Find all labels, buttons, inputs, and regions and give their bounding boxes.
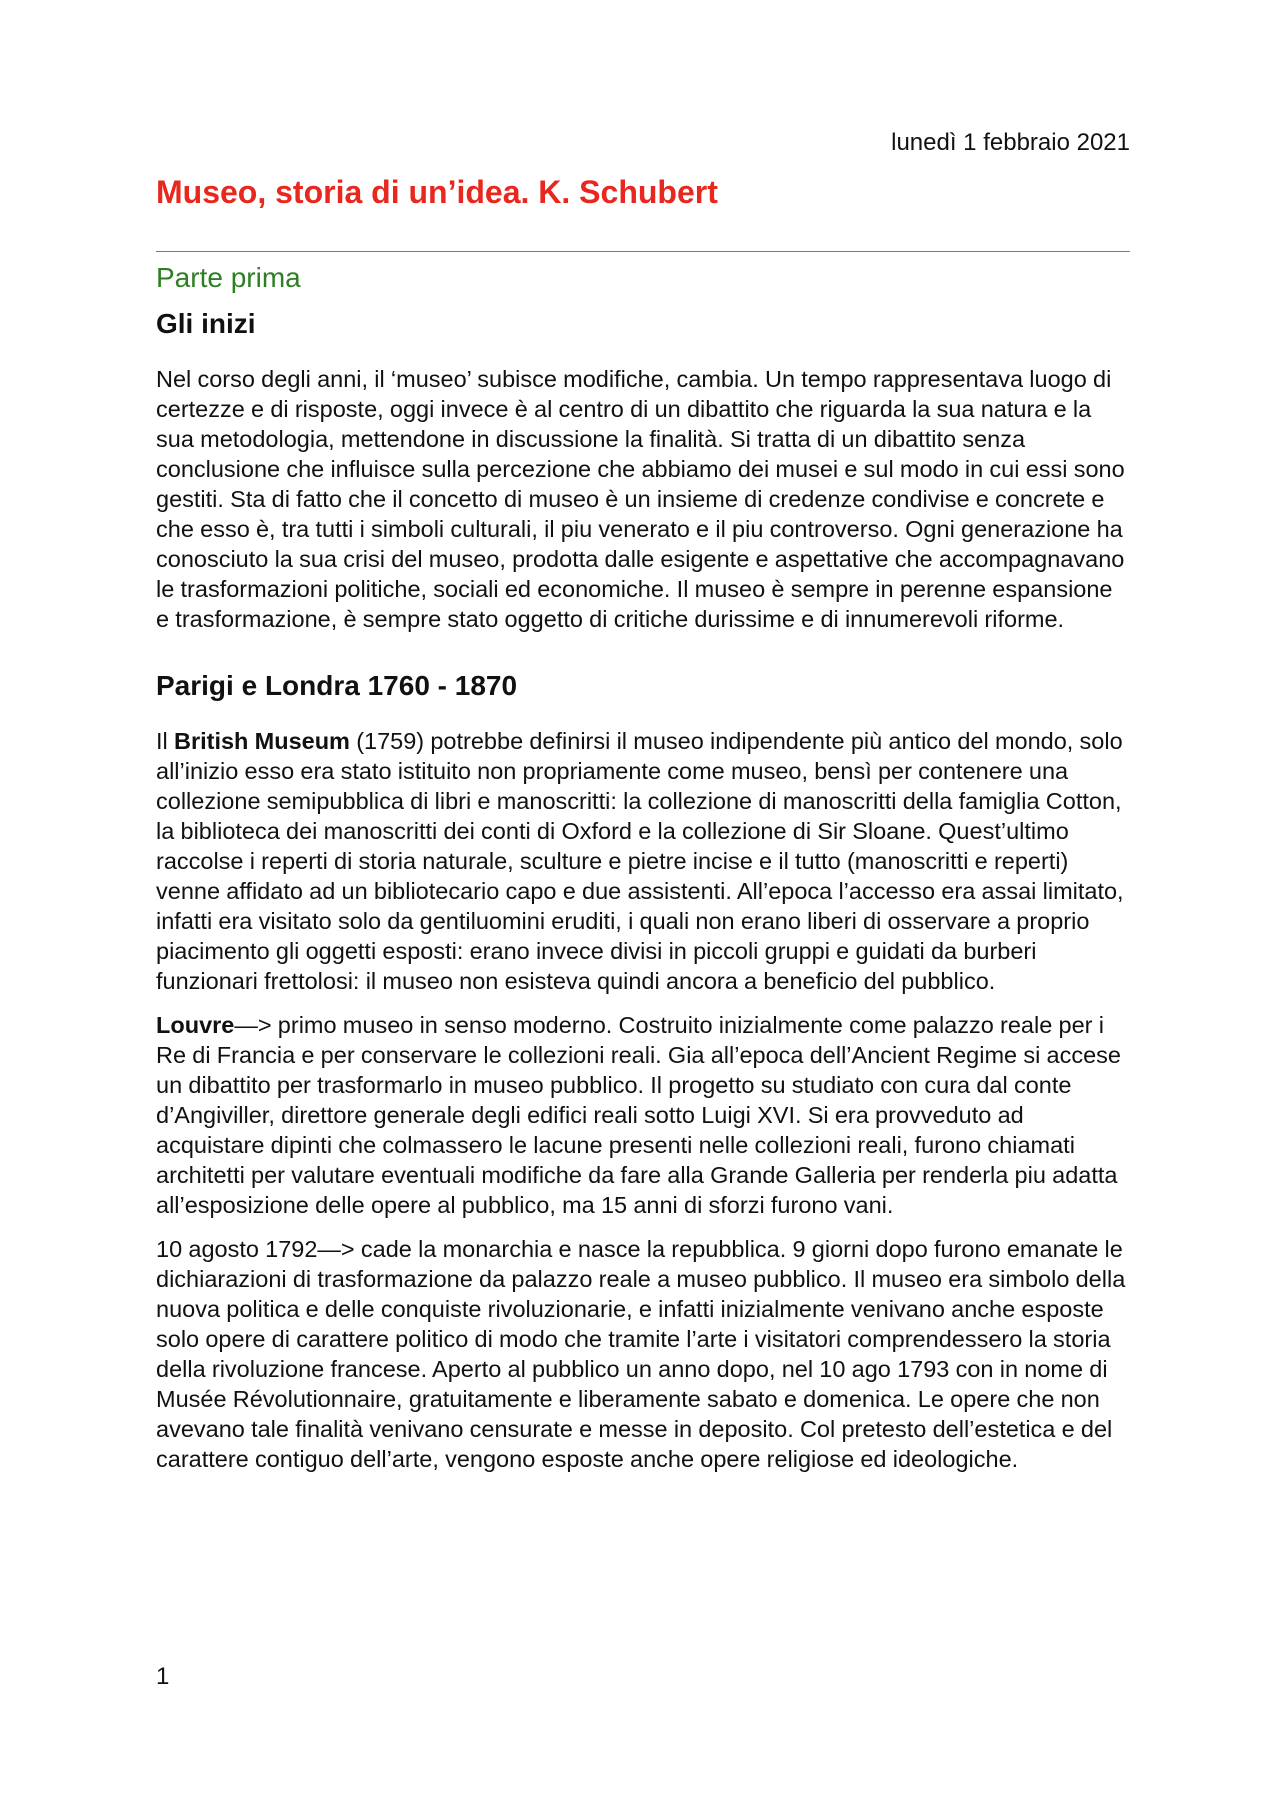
louvre-bold: Louvre (156, 1012, 235, 1038)
paragraph-british-museum (156, 726, 1130, 996)
paragraph-10-agosto-1792: 10 agosto 1792—> cade la monarchia e nasce la repubblica. 9 giorni dopo furono emanate le dichiarazioni di trasformazione da palazzo reale a museo pubblico. Il museo era simbolo della nuova politica e delle conquiste rivoluzionarie, e infatti inizialmente venivano anche esposte solo opere di carattere politico di modo che tramite l’arte i visitatori comprendessero la storia della rivoluzione francese. Aperto al pubblico un anno dopo, nel 10 ago 1793 con in nome di Musée Révolutionnaire, gratuitamente e liberamente sabato e domenica. Le opere che non avevano tale finalità venivano censurate e messe in deposito. Col pretesto dell’estetica e del carattere contiguo dell’arte, vengono esposte anche opere religiose ed ideologiche. (156, 1236, 1126, 1472)
document-title: Museo, storia di un’idea. K. Schubert (156, 174, 718, 210)
part-heading: Parte prima (156, 262, 301, 293)
section-heading-inizi: Gli inizi (156, 308, 256, 339)
british-text: (1759) potrebbe definirsi il museo indipendente più antico del mondo, solo all’inizio esso era stato istituito non propriamente come museo, bensì per contenere una collezione semipubblica di libri e manoscritti: la collezione di manoscritti della famiglia Cotton, la biblioteca dei manoscritti dei conti di Oxford e la collezione di Sir Sloane. Quest’ultimo raccolse i reperti di storia naturale, sculture e pietre incise e il tutto (manoscritti e reperti) venne affidato ad un bibliotecario capo e due assistenti. All’epoca l’accesso era assai limitato, infatti era visitato solo da gentiluomini eruditi, i quali non erano liberi di osservare a proprio piacimento gli oggetti esposti: erano invece divisi in piccoli gruppi e guidati da burberi funzionari frettolosi: il museo non esisteva quindi ancora a beneficio del pubblico. (156, 728, 1124, 994)
louvre-text: —> primo museo in senso moderno. Costruito inizialmente come palazzo reale per i Re di Francia e per conservare le collezioni reali. Gia all’epoca dell’Ancient Regime si accese un dibattito per trasformarlo in museo pubblico. Il progetto su studiato con cura dal conte d’Angiviller, direttore generale degli edifici reali sotto Luigi XVI. Si era provveduto ad acquistare dipinti che colmassero le lacune presenti nelle collezioni reali, furono chiamati architetti per valutare eventuali modifiche da fare alla Grande Galleria per renderla piu adatta all’esposizione delle opere al pubblico, ma 15 anni di sforzi furono vani. (156, 1012, 1121, 1218)
paragraph-inizi: Nel corso degli anni, il ‘museo’ subisce modifiche, cambia. Un tempo rappresentava luogo di certezze e di risposte, oggi invece è al centro di un dibattito che riguarda la sua natura e la sua metodologia, mettendone in discussione la finalità. Si tratta di un dibattito senza conclusione che influisce sulla percezione che abbiamo dei musei e sul modo in cui essi sono gestiti. Sta di fatto che il concetto di museo è un insieme di credenze condivise e concrete e che esso è, tra tutti i simboli culturali, il piu venerato e il piu controverso. Ogni generazione ha conosciuto la sua crisi del museo, prodotta dalle esigente e aspettative che accompagnavano le trasformazioni politiche, sociali ed economiche. Il museo è sempre in perenne espansione e trasformazione, è sempre stato oggetto di critiche durissime e di innumerevoli riforme. (156, 366, 1125, 632)
paragraph-louvre (156, 1010, 1130, 1220)
page-number: 1 (156, 1663, 170, 1690)
british-museum-bold: British Museum (173, 728, 350, 754)
british-prefix: Il (156, 728, 168, 754)
document-body (156, 306, 1130, 1474)
document-page (156, 0, 1130, 1811)
section-heading-parigi-londra: Parigi e Londra 1760 - 1870 (156, 670, 518, 701)
title-divider (156, 251, 1130, 252)
document-date: lunedì 1 febbraio 2021 (891, 129, 1130, 156)
